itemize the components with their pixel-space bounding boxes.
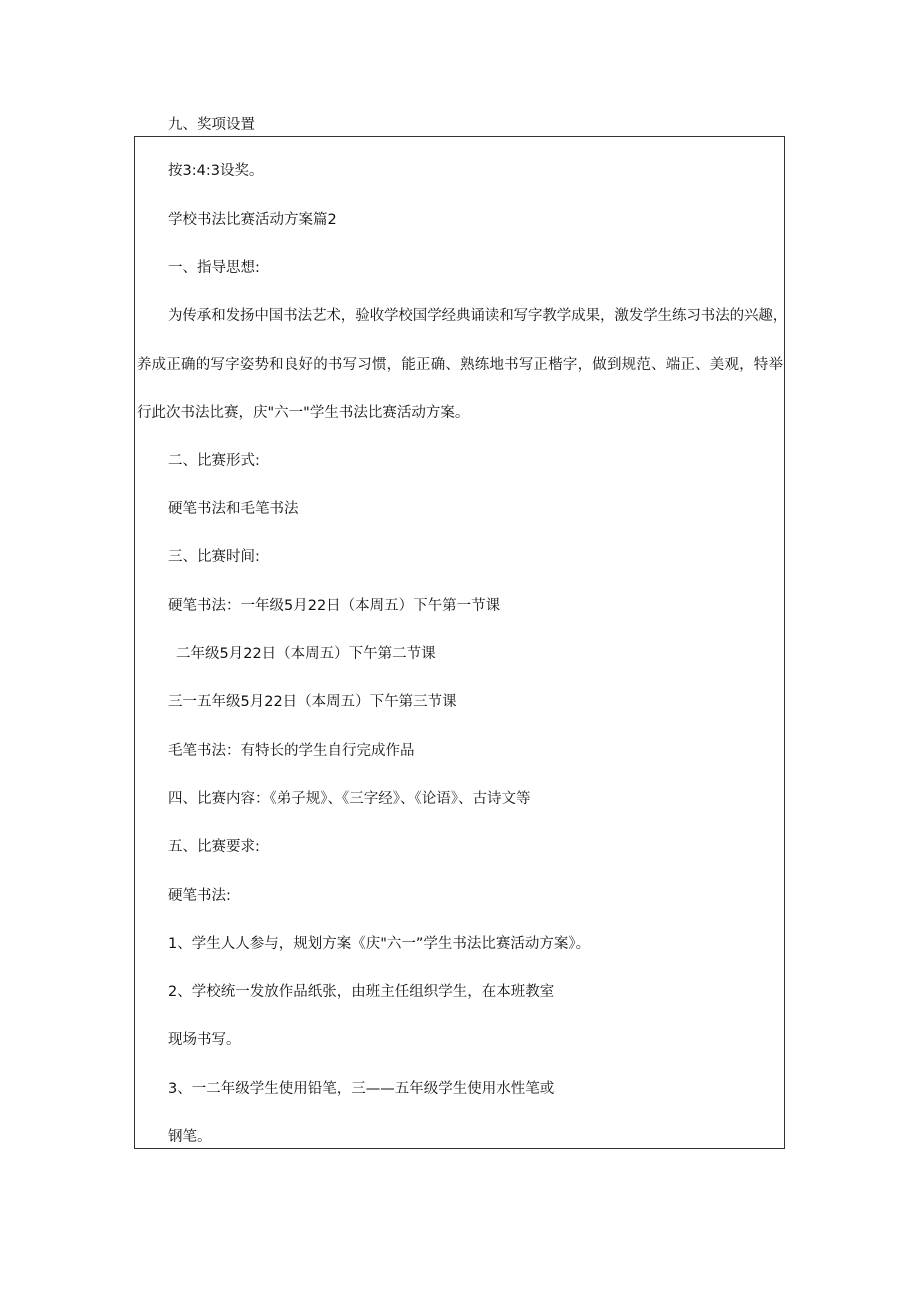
guiding-idea-paragraph-line-3: 行此次书法比赛，庆"六一"学生书法比赛活动方案。 [137,405,470,421]
section-heading-awards: 九、奖项设置 [168,117,255,133]
section-heading-requirements: 五、比赛要求: [168,839,260,855]
requirement-item-2-continued: 现场书写。 [168,1032,241,1048]
requirement-item-1: 1、学生人人参与，规划方案《庆"六一”学生书法比赛活动方案》。 [168,936,591,952]
section-heading-format: 二、比赛形式: [168,453,260,469]
guiding-idea-paragraph-line-1: 为传承和发扬中国书法艺术，验收学校国学经典诵读和写字教学成果，激发学生练习书法的兴趣， [168,308,788,324]
guiding-idea-paragraph-line-2: 养成正确的写字姿势和良好的书写习惯，能正确、熟练地书写正楷字，做到规范、端正、美观，特举 [137,357,783,373]
requirements-subheading: 硬笔书法: [168,888,231,904]
time-line-grade-1: 硬笔书法：一年级5月22日（本周五）下午第一节课 [168,598,501,614]
time-line-grade-2: 二年级5月22日（本周五）下午第二节课 [176,646,436,662]
requirement-item-2: 2、学校统一发放作品纸张，由班主任组织学生，在本班教室 [168,984,555,1000]
time-line-grade-3-5: 三一五年级5月22日（本周五）下午第三节课 [168,694,457,710]
time-line-brush: 毛笔书法：有特长的学生自行完成作品 [168,743,415,759]
section-heading-guiding-idea: 一、指导思想: [168,260,260,276]
award-rule-text: 按3:4:3设奖。 [168,163,264,179]
section-content: 四、比赛内容：《弟子规》、《三字经》、《论语》、古诗文等 [168,791,531,807]
document-title-part2: 学校书法比赛活动方案篇2 [168,212,337,228]
requirement-item-3-continued: 钢笔。 [168,1129,212,1145]
requirement-item-3: 3、一二年级学生使用铅笔，三——五年级学生使用水性笔或 [168,1081,555,1097]
section-heading-time: 三、比赛时间: [168,549,260,565]
format-text: 硬笔书法和毛笔书法 [168,501,299,517]
